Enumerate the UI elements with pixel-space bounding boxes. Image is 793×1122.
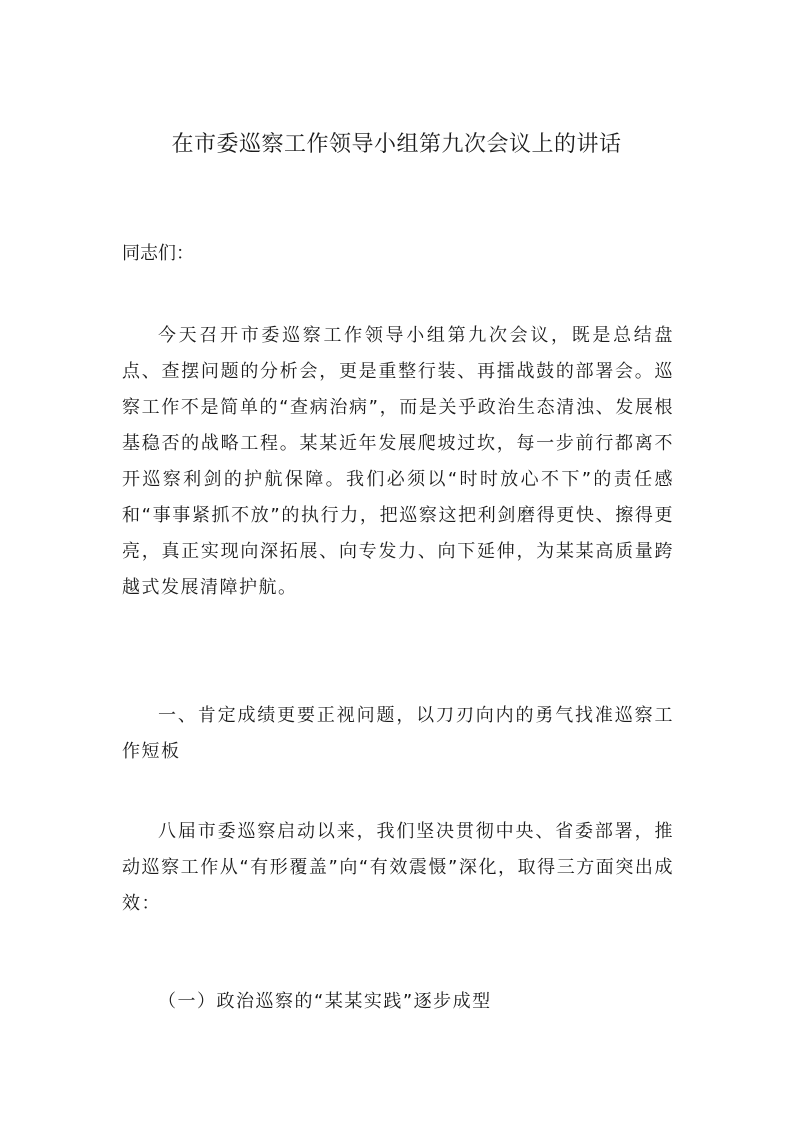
subsection-heading-1: （一）政治巡察的“某某实践”逐步成型	[158, 991, 492, 1012]
paragraph-achievements: 八届市委巡察启动以来，我们坚决贯彻中央、省委部署，推动巡察工作从“有形覆盖”向“有效震慑”深化，取得三方面突出成效：	[122, 821, 674, 914]
salutation: 同志们：	[122, 243, 194, 264]
paragraph-opening: 今天召开市委巡察工作领导小组第九次会议，既是总结盘点、查摆问题的分析会，更是重整行装、再擂战鼓的部署会。巡察工作不是简单的“查病治病”，而是关乎政治生态清浊、发展根基稳否的战略工程。某某近年发展爬坡过坎，每一步前行都离不开巡察利剑的护航保障。我们必须以“时时放心不下”的责任感和“事事紧抓不放”的执行力，把巡察这把利剑磨得更快、擦得更亮，真正实现向深拓展、向专发力、向下延伸，为某某高质量跨越式发展清障护航。	[122, 325, 674, 598]
document-title: 在市委巡察工作领导小组第九次会议上的讲话	[171, 132, 622, 157]
section-heading-1: 一、肯定成绩更要正视问题，以刀刃向内的勇气找准巡察工作短板	[122, 705, 674, 762]
